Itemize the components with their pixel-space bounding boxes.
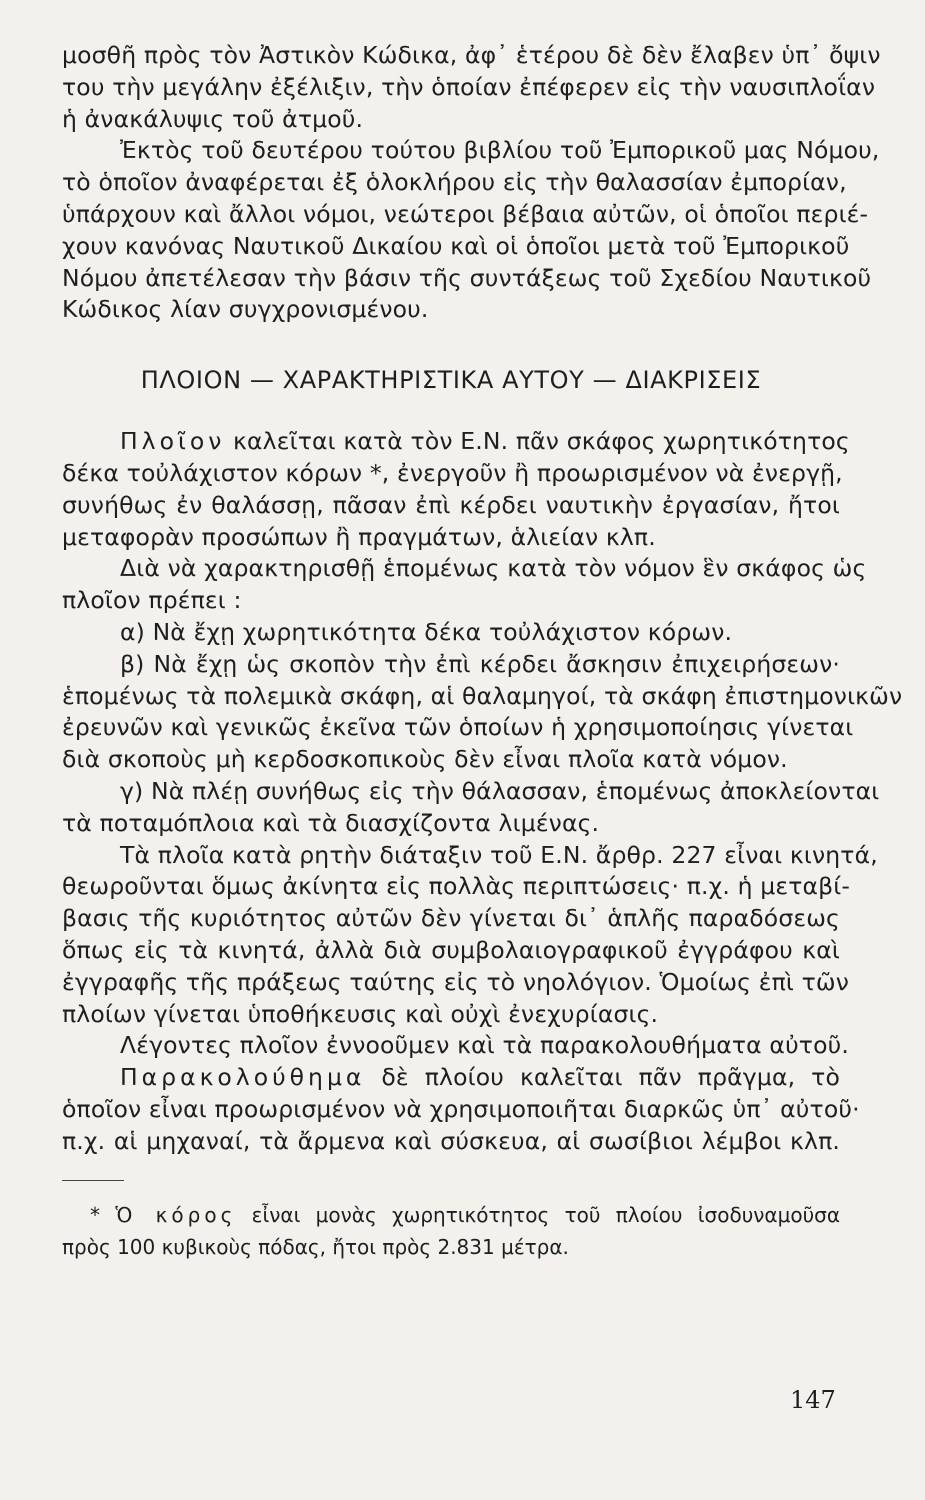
text-line: Τὰ πλοῖα κατὰ ρητὴν διάταξιν τοῦ Ε.Ν. ἄρθρ. 227 εἶναι κινητά, bbox=[120, 840, 878, 869]
text-line: ἐγγραφῆς τῆς πράξεως ταύτης εἰς τὸ νηολόγιον. Ὁμοίως ἐπὶ τῶν bbox=[62, 967, 850, 996]
text-line: ἐρευνῶν καὶ γενικῶς ἐκεῖνα τῶν ὁποίων ἡ χρησιμοποίησις γίνεται bbox=[62, 713, 854, 742]
text-line: χουν κανόνας Ναυτικοῦ Δικαίου καὶ οἱ ὁποῖοι μετὰ τοῦ Ἐμπορικοῦ bbox=[62, 231, 850, 260]
text-line: ἡ ἀνακάλυψις τοῦ ἀτμοῦ. bbox=[62, 104, 364, 133]
text-fragment: καλεῖται κατὰ τὸν Ε.Ν. πᾶν σκάφος χωρητικότητος bbox=[233, 427, 850, 456]
text-line: ὑπάρχουν καὶ ἄλλοι νόμοι, νεώτεροι βέβαια αὐτῶν, οἱ ὁποῖοι περιέ- bbox=[62, 199, 869, 228]
text-line: Λέγοντες πλοῖον ἐννοοῦμεν καὶ τὰ παρακολουθήματα αὐτοῦ. bbox=[120, 1031, 850, 1060]
text-line: δέκα τοὐλάχιστον κόρων *, ἐνεργοῦν ἢ προωρισμένον νὰ ἐνεργῇ, bbox=[62, 458, 843, 487]
book-page bbox=[62, 40, 903, 1263]
text-line: ὁποῖον εἶναι προωρισμένον νὰ χρησιμοποιῆται διαρκῶς ὑπ᾽ αὐτοῦ· bbox=[62, 1094, 860, 1123]
text-line: Νόμου ἀπετέλεσαν τὴν βάσιν τῆς συντάξεως τοῦ Σχεδίου Ναυτικοῦ bbox=[62, 263, 872, 292]
criterion-a: α) Νὰ ἔχῃ χωρητικότητα δέκα τοὐλάχιστον κόρων. bbox=[120, 617, 733, 646]
text-line: Κώδικος λίαν συγχρονισμένου. bbox=[62, 295, 429, 324]
text-line: Διὰ νὰ χαρακτηρισθῇ ἑπομένως κατὰ τὸν νόμον ἓν σκάφος ὡς bbox=[120, 554, 867, 583]
footnote-divider bbox=[62, 1180, 124, 1181]
text-line: θεωροῦνται ὅμως ἀκίνητα εἰς πολλὰς περιπτώσεις· π.χ. ἡ μεταβί- bbox=[62, 872, 851, 901]
text-line: μεταφορὰν προσώπων ἢ πραγμάτων, ἁλιείαν κλπ. bbox=[62, 522, 656, 551]
footnote-marker: * bbox=[90, 1202, 100, 1227]
section-heading: ΠΛΟΙΟΝ — ΧΑΡΑΚΤΗΡΙΣΤΙΚΑ ΑΥΤΟΥ — ΔΙΑΚΡΙΣΕΙΣ bbox=[140, 366, 762, 395]
text-line: μοσθῆ πρὸς τὸν Ἀστικὸν Κώδικα, ἀφ᾽ ἑτέρου δὲ δὲν ἔλαβεν ὑπ᾽ ὄψιν bbox=[62, 41, 881, 69]
text-fragment: εἶναι μονὰς χωρητικότητος τοῦ πλοίου ἰσοδυναμοῦσα bbox=[251, 1202, 841, 1227]
text-fragment: δὲ πλοίου καλεῖται πᾶν πρᾶγμα, τὸ bbox=[381, 1063, 840, 1092]
text-line: τὸ ὁποῖον ἀναφέρεται ἐξ ὁλοκλήρου εἰς τὴν θαλασσίαν ἐμπορίαν, bbox=[62, 168, 847, 197]
text-line: β) Νὰ ἔχῃ ὡς σκοπὸν τὴν ἐπὶ κέρδει ἄσκησιν ἐπιχειρήσεων· bbox=[120, 649, 840, 678]
text-line: Ἐκτὸς τοῦ δευτέρου τούτου βιβλίου τοῦ Ἐμπορικοῦ μας Νόμου, bbox=[120, 136, 880, 165]
text-line: διὰ σκοποὺς μὴ κερδοσκοπικοὺς δὲν εἶναι πλοῖα κατὰ νόμον. bbox=[62, 745, 788, 774]
text-line: βασις τῆς κυριότητος αὐτῶν δὲν γίνεται δι᾽ ἁπλῆς παραδόσεως bbox=[62, 904, 840, 933]
accessory-definition-first-line bbox=[62, 1062, 840, 1094]
text-line: συνήθως ἐν θαλάσσῃ, πᾶσαν ἐπὶ κέρδει ναυτικὴν ἐργασίαν, ἤτοι bbox=[62, 490, 840, 519]
page-number: 147 bbox=[790, 1386, 836, 1414]
text-line: π.χ. αἱ μηχαναί, τὰ ἄρμενα καὶ σύσκευα, αἱ σωσίβιοι λέμβοι κλπ. bbox=[62, 1126, 840, 1155]
text-line: ἑπομένως τὰ πολεμικὰ σκάφη, αἱ θαλαμηγοί, τὰ σκάφη ἐπιστημονικῶν bbox=[62, 681, 903, 710]
text-line: πλοίων γίνεται ὑποθήκευσις καὶ οὐχὶ ἐνεχυρίασις. bbox=[62, 999, 659, 1028]
text-line: τὰ ποταμόπλοια καὶ τὰ διασχίζοντα λιμένας. bbox=[62, 808, 600, 837]
definition-first-line bbox=[62, 426, 850, 458]
footnote-first-line bbox=[62, 1199, 840, 1231]
defined-term: Παρακολούθημα bbox=[120, 1063, 366, 1092]
footnote-line: πρὸς 100 κυβικοὺς πόδας, ἤτοι πρὸς 2.831 μέτρα. bbox=[62, 1234, 569, 1259]
text-line: γ) Νὰ πλέῃ συνήθως εἰς τὴν θάλασσαν, ἑπομένως ἀποκλείονται bbox=[120, 776, 880, 805]
text-line: του τὴν μεγάλην ἐξέλιξιν, τὴν ὁποίαν ἐπέφερεν εἰς τὴν ναυσιπλοΐαν bbox=[62, 72, 876, 101]
text-line: πλοῖον πρέπει : bbox=[62, 586, 242, 615]
defined-term: Πλοῖον bbox=[120, 427, 226, 456]
footnote-term: Ὁ κόρος bbox=[115, 1202, 237, 1227]
text-line: ὅπως εἰς τὰ κινητά, ἀλλὰ διὰ συμβολαιογραφικοῦ ἐγγράφου καὶ bbox=[62, 935, 840, 964]
